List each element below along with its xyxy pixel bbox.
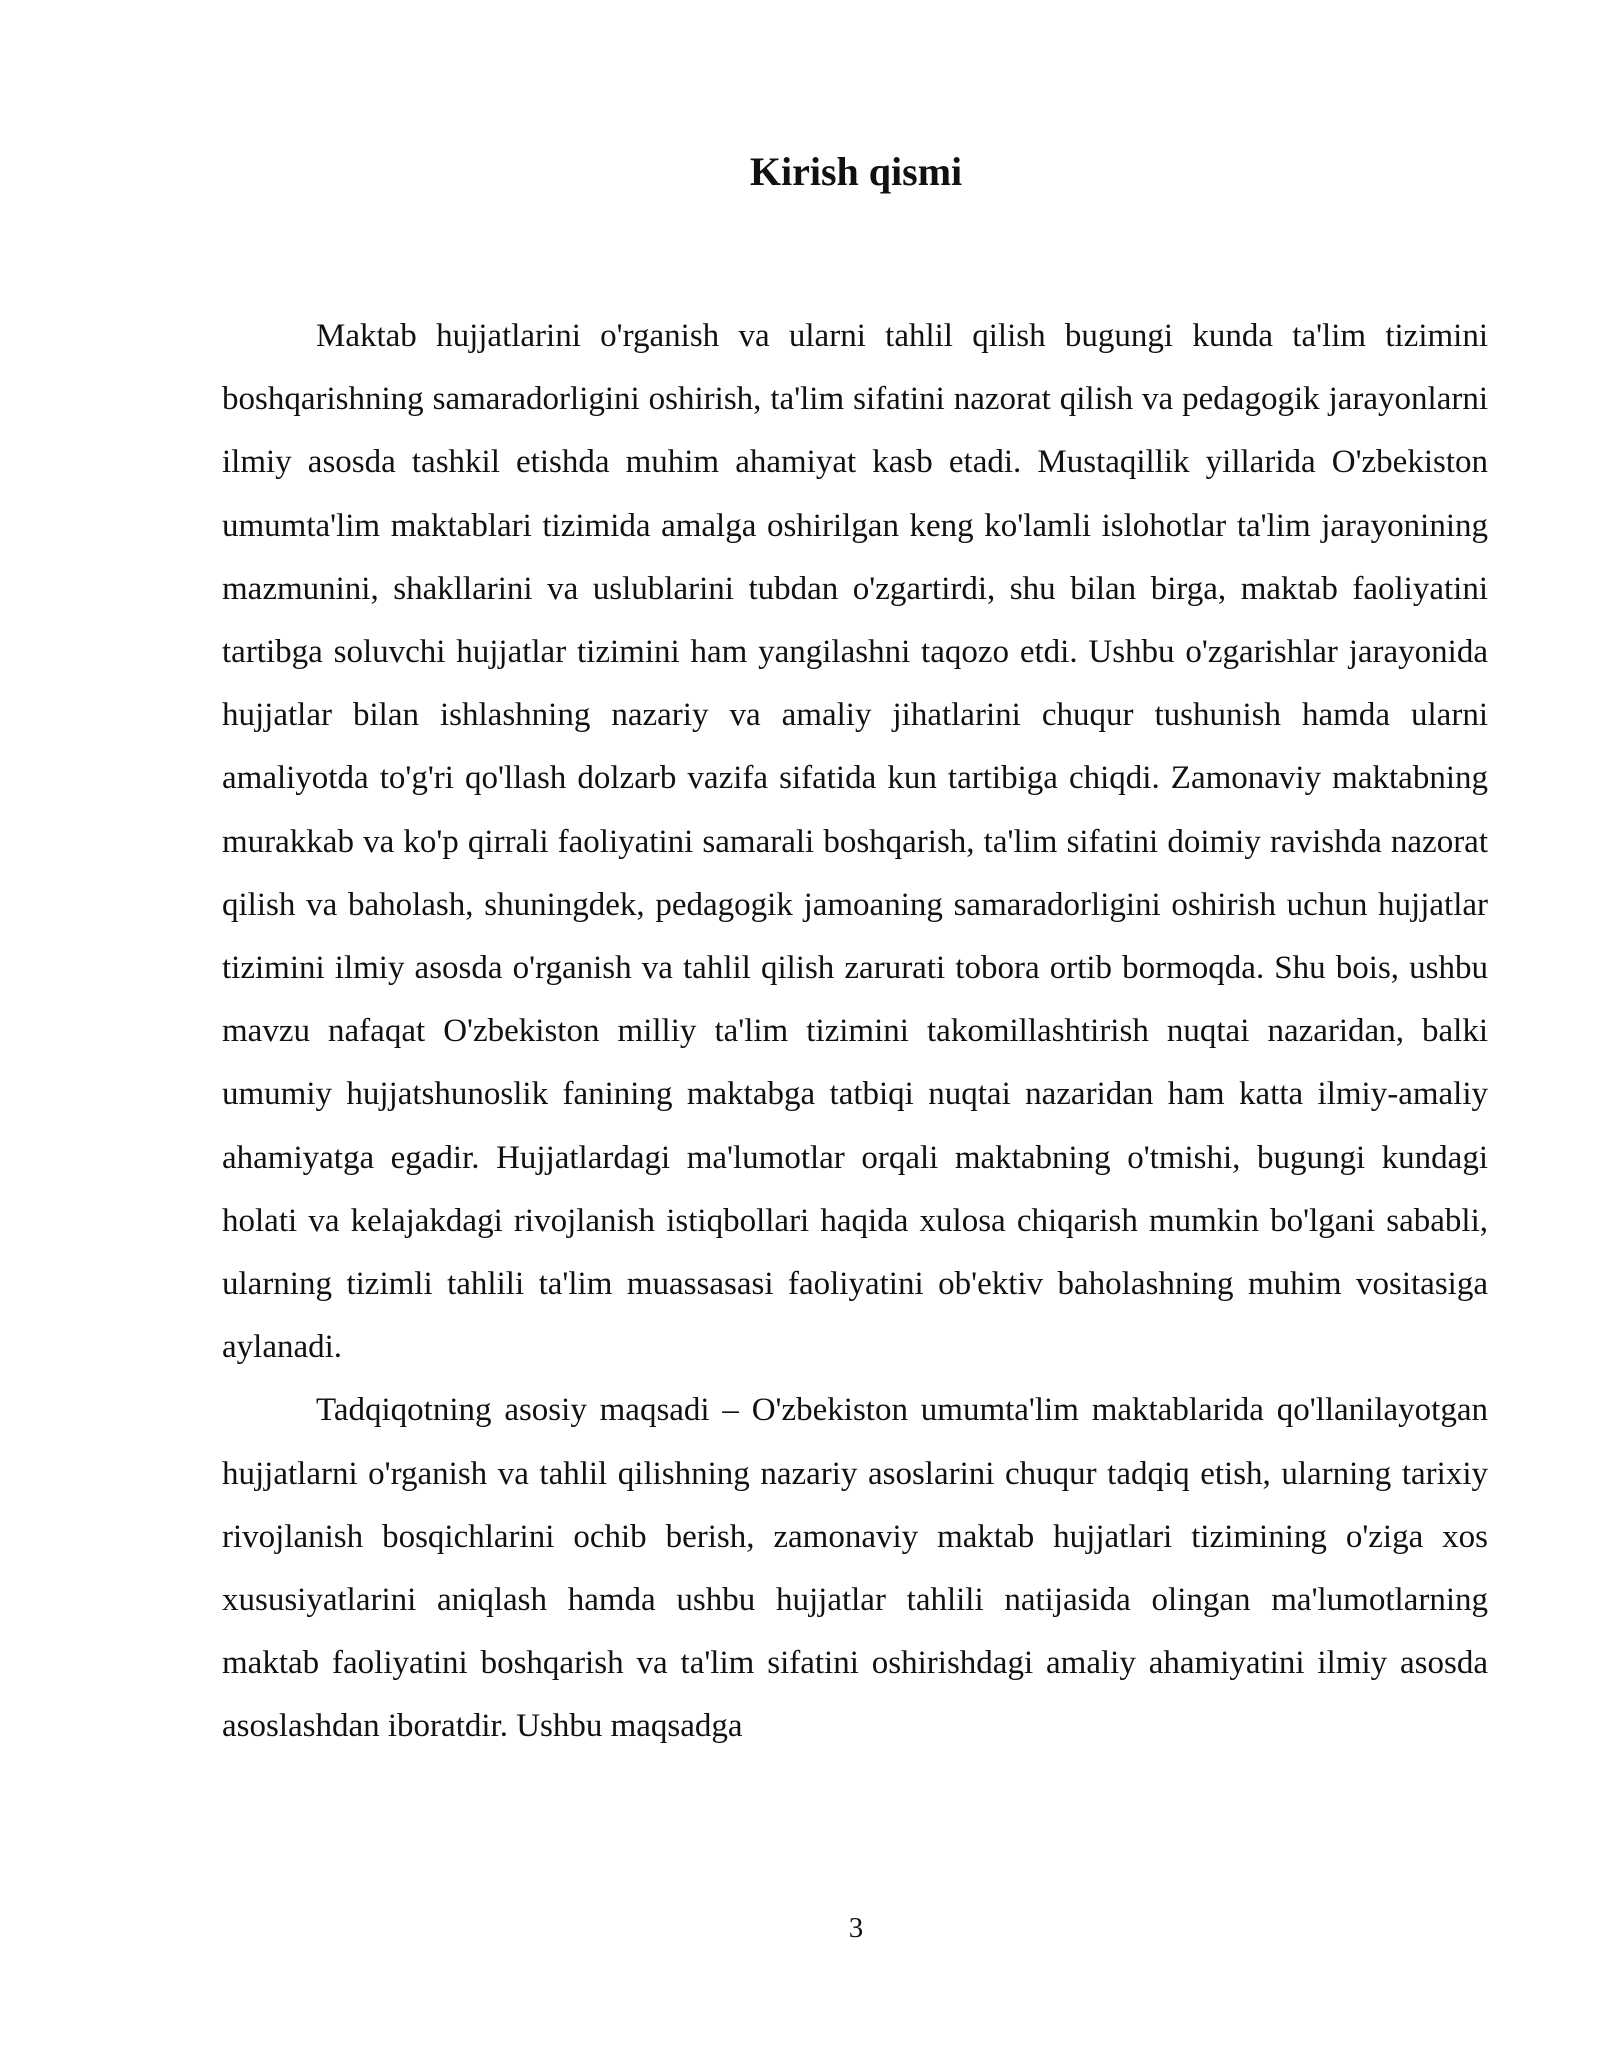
page-title: Kirish qismi xyxy=(749,149,963,194)
body-text xyxy=(222,305,1488,1759)
paragraph-research-goal: Tadqiqotning asosiy maqsadi – O'zbekiston umumta'lim maktablarida qo'llanilayotgan hujjatlarni o'rganish va tahlil qilishning nazariy asoslarini chuqur tadqiq etish, ularning tarixiy rivojlanish bosqichlarini ochib berish, zamonaviy maktab hujjatlari tizimining o'ziga xos xususiyatlarini aniqlash hamda ushbu hujjatlar tahlili natijasida olingan ma'lumotlarning maktab faoliyatini boshqarish va ta'lim sifatini oshirishdagi amaliy ahamiyatini ilmiy asosda asoslashdan iboratdir. Ushbu maqsadga xyxy=(222,1392,1488,1745)
page-number: 3 xyxy=(848,1912,864,1944)
paragraph-introduction: Maktab hujjatlarini o'rganish va ularni tahlil qilish bugungi kunda ta'lim tizimini boshqarishning samaradorligini oshirish, ta'lim sifatini nazorat qilish va pedagogik jarayonlarni ilmiy asosda tashkil etishda muhim ahamiyat kasb etadi. Mustaqillik yillarida O'zbekiston umumta'lim maktablari tizimida amalga oshirilgan keng ko'lamli islohotlar ta'lim jarayonining mazmunini, shakllarini va uslublarini tubdan o'zgartirdi, shu bilan birga, maktab faoliyatini tartibga soluvchi hujjatlar tizimini ham yangilashni taqozo etdi. Ushbu o'zgarishlar jarayonida hujjatlar bilan ishlashning nazariy va amaliy jihatlarini chuqur tushunish hamda ularni amaliyotda to'g'ri qo'llash dolzarb vazifa sifatida kun tartibiga chiqdi. Zamonaviy maktabning murakkab va ko'p qirrali faoliyatini samarali boshqarish, ta'lim sifatini doimiy ravishda nazorat qilish va baholash, shuningdek, pedagogik jamoaning samaradorligini oshirish uchun hujjatlar tizimini ilmiy asosda o'rganish va tahlil qilish zarurati tobora ortib bormoqda. Shu bois, ushbu mavzu nafaqat O'zbekiston milliy ta'lim tizimini takomillashtirish nuqtai nazaridan, balki umumiy hujjatshunoslik fanining maktabga tatbiqi nuqtai nazaridan ham katta ilmiy-amaliy ahamiyatga egadir. Hujjatlardagi ma'lumotlar orqali maktabning o'tmishi, bugungi kundagi holati va kelajakdagi rivojlanish istiqbollari haqida xulosa chiqarish mumkin bo'lgani sababli, ularning tizimli tahlili ta'lim muassasasi faoliyatini ob'ektiv baholashning muhim vositasiga aylanadi. xyxy=(222,318,1488,1366)
